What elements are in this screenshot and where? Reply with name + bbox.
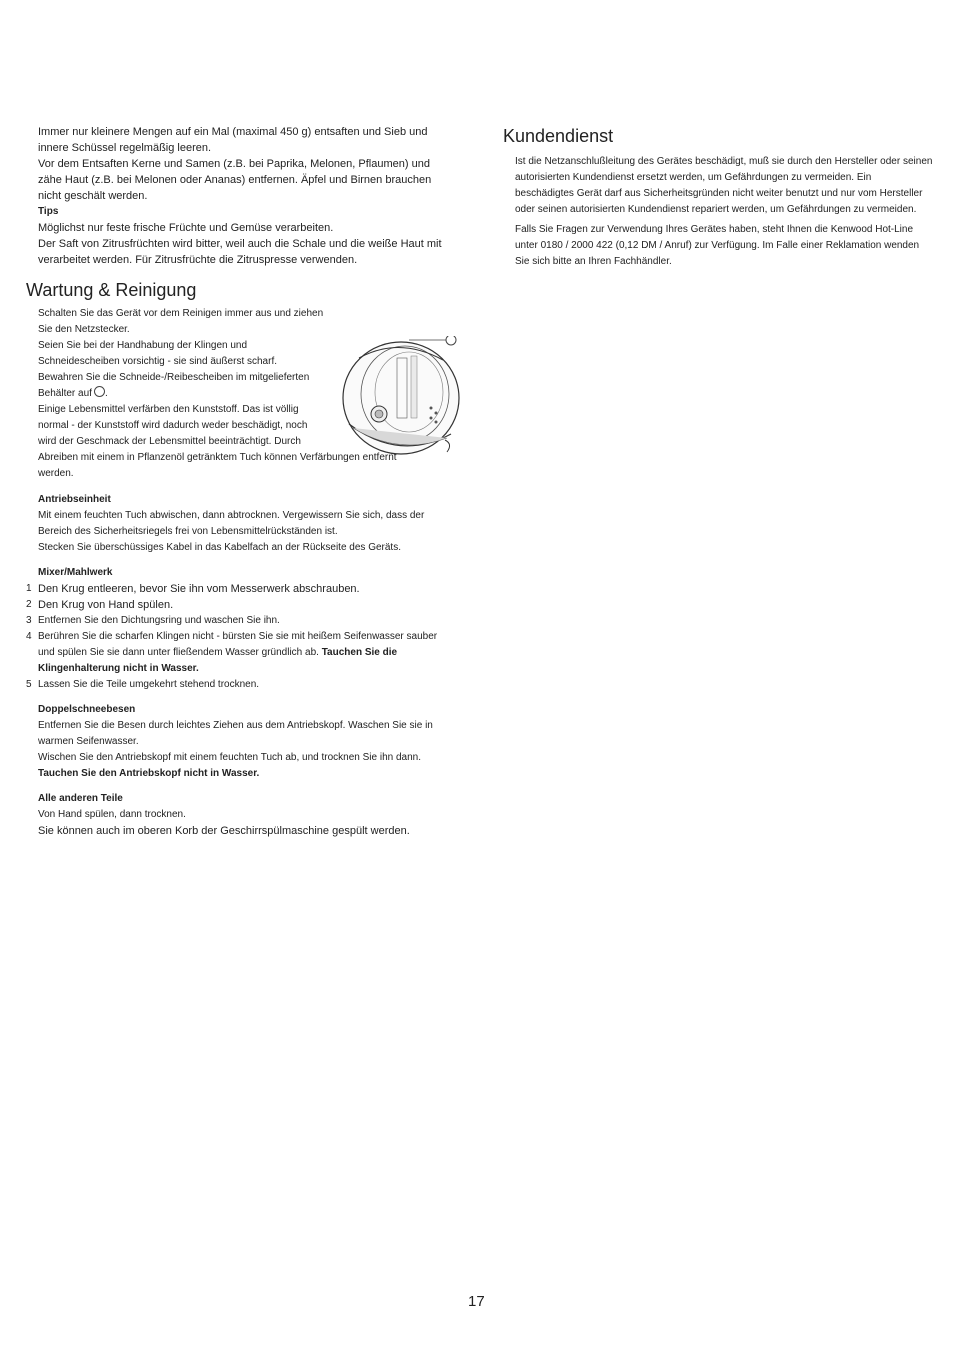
left-column (26, 124, 456, 839)
kundendienst-paragraph-2: Falls Sie Fragen zur Verwendung Ihres Gerätes haben, steht Ihnen die Kenwood Hot-Line unter 0180 / 2000 422 (0,12 DM / Anruf) zur Verfügung. Im Falle einer Reklamation wenden Sie sich bitte an Ihren Fachhändler. (515, 224, 920, 267)
list-item (26, 677, 456, 693)
wartung-line-9: wird der Geschmack der Lebensmittel beeinträchtigt. Durch (38, 436, 301, 447)
tips-heading: Tips (38, 206, 59, 217)
wartung-line-6-text: Behälter auf (38, 388, 92, 399)
list-text: Den Krug von Hand spülen. (38, 599, 174, 611)
doppel-bold-warning: Tauchen Sie den Antriebskopf nicht in Wasser. (38, 768, 260, 779)
kundendienst-paragraph-1: Ist die Netzanschlußleitung des Gerätes beschädigt, muß sie durch den Hersteller oder seinen autorisierten Kundendienst ersetzt werden, um Gefährdungen zu vermeiden. Ein beschädigtes Gerät darf aus Sicherheitsgründen nicht weiter benutzt und nur vom Hersteller oder seinen autorisierten Kundendienst repariert werden, um Gefährdungen zu vermeiden. (515, 156, 933, 215)
list-item (26, 613, 456, 629)
list-item (26, 597, 456, 613)
list-text: Den Krug entleeren, bevor Sie ihn vom Messerwerk abschrauben. (38, 583, 360, 595)
wartung-line-7: Einige Lebensmittel verfärben den Kunststoff. Das ist völlig (38, 404, 299, 415)
list-item (26, 629, 456, 677)
wartung-line-11: werden. (38, 468, 74, 479)
list-text: Berühren Sie die scharfen Klingen nicht - bürsten Sie sie mit heißem Seifenwasser sauber und spülen Sie sie dann unter fließendem Wasser gründlich ab. (38, 631, 438, 658)
wartung-line-6-end: . (104, 388, 108, 399)
mixer-heading: Mixer/Mahlwerk (38, 567, 113, 578)
list-text: Entfernen Sie den Dichtungsring und waschen Sie ihn. (38, 615, 280, 626)
right-column (503, 124, 933, 270)
list-number: 4 (26, 631, 32, 642)
wartung-line-5: Bewahren Sie die Schneide-/Reibescheiben im mitgelieferten (38, 372, 310, 383)
wartung-block (26, 306, 456, 482)
list-item (26, 581, 456, 597)
list-number: 2 (26, 599, 32, 610)
wartung-line-4: Schneidescheiben vorsichtig - sie sind äußerst scharf. (38, 356, 278, 367)
wartung-line-1: Schalten Sie das Gerät vor dem Reinigen immer aus und ziehen (38, 308, 324, 319)
tip-1: Möglichst nur feste frische Früchte und Gemüse verarbeiten. (38, 222, 334, 234)
alle-heading: Alle anderen Teile (38, 793, 123, 804)
wartung-line-10: Abreiben mit einem in Pflanzenöl getränktem Tuch können Verfärbungen entfernt (38, 452, 397, 463)
antrieb-paragraph-2: Stecken Sie überschüssiges Kabel in das Kabelfach an der Rückseite des Geräts. (38, 542, 401, 553)
wartung-line-2: Sie den Netzstecker. (38, 324, 130, 335)
mixer-list (26, 581, 456, 693)
antrieb-paragraph-1: Mit einem feuchten Tuch abwischen, dann abtrocknen. Vergewissern Sie sich, dass der Bereich des Sicherheitsriegels frei von Lebensmittelrückständen ist. (38, 510, 425, 537)
wartung-title: Wartung & Reinigung (26, 280, 197, 300)
list-bold-warning: Tauchen Sie die Klingenhalterung nicht in Wasser. (38, 647, 398, 674)
page-number: 17 (468, 1293, 485, 1310)
list-text: Lassen Sie die Teile umgekehrt stehend trocknen. (38, 679, 260, 690)
alle-paragraph-2: Sie können auch im oberen Korb der Geschirrspülmaschine gespült werden. (38, 825, 410, 837)
doppel-paragraph-2: Wischen Sie den Antriebskopf mit einem feuchten Tuch ab, und trocknen Sie ihn dann. (38, 752, 422, 763)
list-number: 5 (26, 679, 32, 690)
container-symbol-icon (94, 386, 105, 397)
wartung-line-3: Seien Sie bei der Handhabung der Klingen und (38, 340, 248, 351)
alle-paragraph-1: Von Hand spülen, dann trocknen. (38, 809, 186, 820)
doppel-paragraph-1: Entfernen Sie die Besen durch leichtes Ziehen aus dem Antriebskopf. Waschen Sie sie in warmen Seifenwasser. (38, 720, 433, 747)
doppel-warning (26, 766, 456, 782)
intro-paragraph-2: Vor dem Entsaften Kerne und Samen (z.B. bei Paprika, Melonen, Pflaumen) und zähe Haut (z.B. bei Melonen oder Ananas) entfernen. Äpfel und Birnen brauchen nicht geschält werden. (38, 158, 432, 202)
doppel-heading: Doppelschneebesen (38, 704, 136, 715)
list-number: 3 (26, 615, 32, 626)
antrieb-heading: Antriebseinheit (38, 494, 111, 505)
storage-container-illustration (339, 336, 475, 458)
list-number: 1 (26, 583, 32, 594)
intro-paragraph-1: Immer nur kleinere Mengen auf ein Mal (maximal 450 g) entsaften und Sieb und innere Schüssel regelmäßig leeren. (38, 126, 428, 154)
tip-2: Der Saft von Zitrusfrüchten wird bitter, weil auch die Schale und die weiße Haut mit verarbeitet werden. Für Zitrusfrüchte die Zitruspresse verwenden. (38, 238, 442, 266)
kundendienst-title: Kundendienst (503, 126, 614, 146)
wartung-line-8: normal - der Kunststoff wird dadurch weder beschädigt, noch (38, 420, 308, 431)
